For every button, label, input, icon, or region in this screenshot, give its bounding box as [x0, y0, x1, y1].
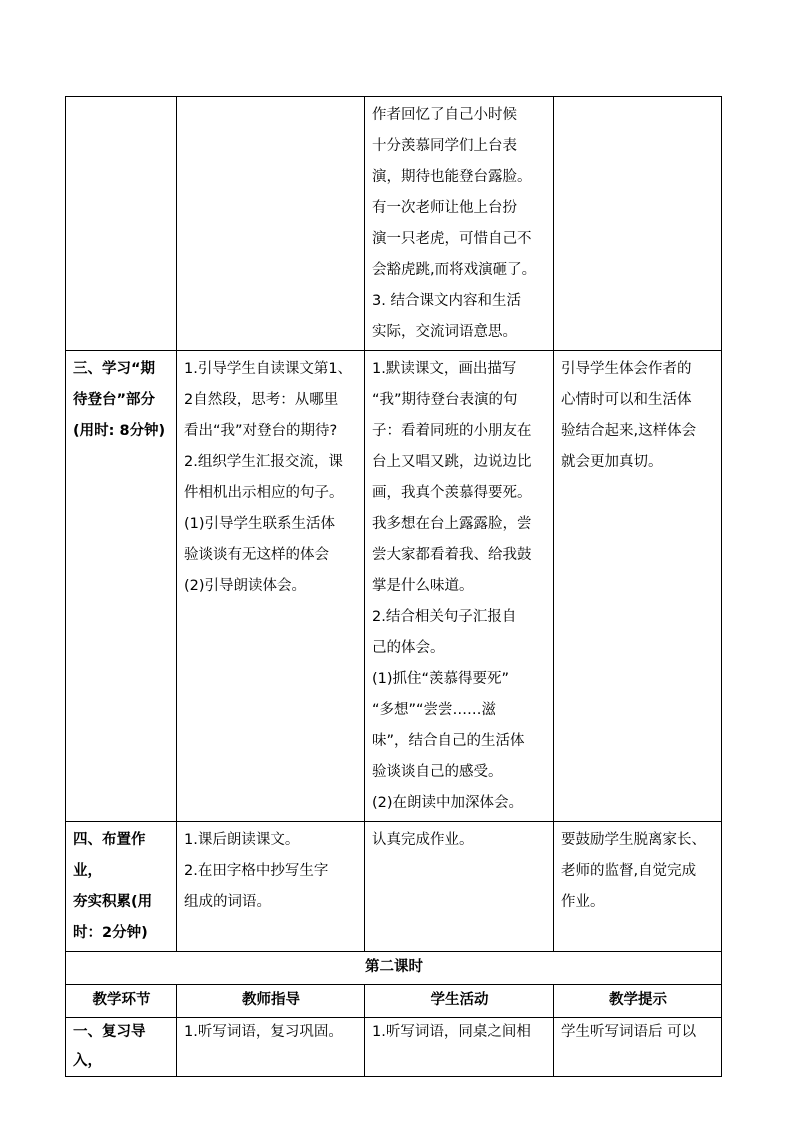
text-line: 组成的词语。 [184, 894, 271, 910]
table-row [66, 351, 722, 822]
text-line: 我多想在台上露露脸，尝 [372, 516, 532, 532]
text-line: (1)引导学生联系生活体 [184, 516, 336, 532]
text-line: 四、布置作业， [73, 832, 146, 879]
text-line: 台上又唱又跳，边说边比 [372, 454, 532, 470]
text-line: 引导学生体会作者的 [561, 361, 692, 377]
text-line: 3. 结合课文内容和生活 [372, 293, 521, 309]
text-line: 2自然段，思考：从哪里 [184, 392, 339, 408]
text-line: 心情时可以和生活体 [561, 392, 692, 408]
text-line: 演，期待也能登台露脸。 [372, 169, 532, 185]
tip-cell [554, 351, 722, 822]
teacher-cell [177, 351, 365, 822]
student-cell: 1.听写词语，同桌之间相 [365, 1018, 554, 1077]
text-line: 时：2分钟) [73, 925, 148, 941]
table-row [66, 1018, 722, 1077]
text-line: 老师的监督,自觉完成 [561, 863, 697, 879]
stage-cell [66, 822, 177, 952]
student-cell [365, 97, 554, 351]
text-line: 认真完成作业。 [372, 832, 474, 848]
text-line: 作业。 [561, 894, 605, 910]
text-line: 有一次老师让他上台扮 [372, 200, 517, 216]
text-line: 验结合起来,这样体会 [561, 423, 697, 439]
text-line: 作者回忆了自己小时候 [372, 107, 517, 123]
text-line: 十分羡慕同学们上台表 [372, 138, 517, 154]
text-line: 演一只老虎，可惜自己不 [372, 231, 532, 247]
table-row [66, 822, 722, 952]
text-line: “我”期待登台表演的句 [372, 392, 518, 408]
tip-cell: 学生听写词语后 可以 [554, 1018, 722, 1077]
text-line: 1.课后朗读课文。 [184, 832, 300, 848]
text-line: (用时: 8分钟) [73, 423, 166, 439]
text-line: 会豁虎跳,而将戏演砸了。 [372, 262, 537, 278]
tip-cell [554, 97, 722, 351]
text-line: 2.在田字格中抄写生字 [184, 863, 329, 879]
teacher-cell: 1.听写词语，复习巩固。 [177, 1018, 365, 1077]
section-row [66, 952, 722, 985]
text-line: (1)抓住“羡慕得要死” [372, 671, 510, 687]
table-row [66, 97, 722, 351]
text-line: 验谈谈有无这样的体会 [184, 547, 329, 563]
text-line: (2)引导朗读体会。 [184, 578, 307, 594]
text-line: 味”，结合自己的生活体 [372, 733, 525, 749]
header-teacher: 教师指导 [177, 985, 365, 1018]
teacher-cell [177, 97, 365, 351]
header-tip: 教学提示 [554, 985, 722, 1018]
text-line: 夯实积累(用 [73, 894, 153, 910]
text-line: 验谈谈自己的感受。 [372, 764, 503, 780]
text-line: 要鼓励学生脱离家长、 [561, 832, 706, 848]
stage-cell: 一、复习导入， [66, 1018, 177, 1077]
student-cell [365, 822, 554, 952]
text-line: 己的体会。 [372, 640, 445, 656]
text-line: 1.默读课文，画出描写 [372, 361, 517, 377]
lesson-plan-table [65, 96, 722, 1077]
text-line: 2.组织学生汇报交流，课 [184, 454, 343, 470]
text-line: 待登台”部分 [73, 392, 156, 408]
stage-cell [66, 351, 177, 822]
header-student: 学生活动 [365, 985, 554, 1018]
teacher-cell [177, 822, 365, 952]
tip-cell [554, 822, 722, 952]
text-line: (2)在朗读中加深体会。 [372, 795, 524, 811]
stage-cell [66, 97, 177, 351]
text-line: 看出“我”对登台的期待? [184, 423, 338, 439]
text-line: “多想”“尝尝……滋 [372, 702, 497, 718]
text-line: 就会更加真切。 [561, 454, 663, 470]
text-line: 画，我真个羡慕得要死。 [372, 485, 532, 501]
text-line: 三、学习“期 [73, 361, 156, 377]
header-stage: 教学环节 [66, 985, 177, 1018]
text-line: 实际，交流词语意思。 [372, 324, 517, 340]
header-row [66, 985, 722, 1018]
text-line: 1.引导学生自读课文第1、 [184, 361, 353, 377]
text-line: 件相机出示相应的句子。 [184, 485, 344, 501]
text-line: 2.结合相关句子汇报自 [372, 609, 517, 625]
text-line: 子：看着同班的小朋友在 [372, 423, 532, 439]
student-cell [365, 351, 554, 822]
text-line: 掌是什么味道。 [372, 578, 474, 594]
text-line: 尝大家都看着我、给我鼓 [372, 547, 532, 563]
section-title: 第二课时 [66, 952, 722, 985]
